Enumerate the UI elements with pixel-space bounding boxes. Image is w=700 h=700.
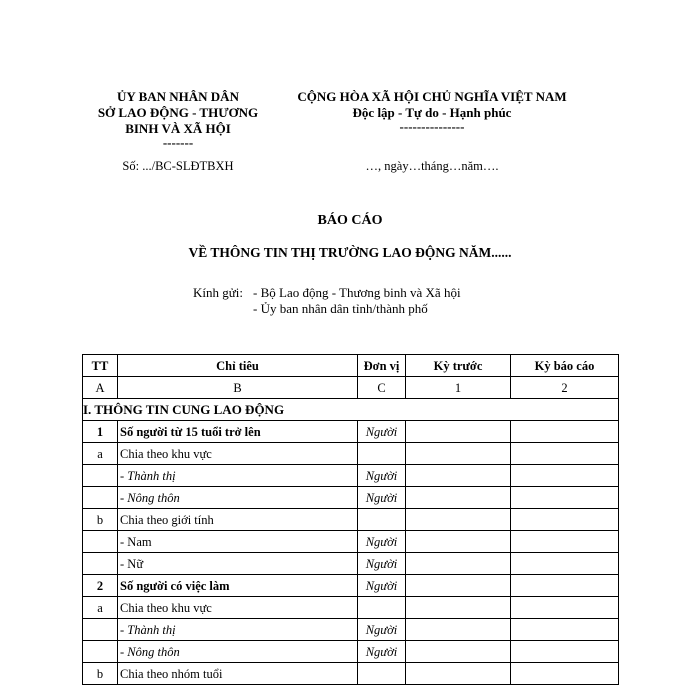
cell-unit: Người <box>358 487 406 509</box>
table-row <box>83 619 619 641</box>
cell-ky-truoc[interactable] <box>406 421 511 443</box>
national-header <box>282 89 582 133</box>
agency-header <box>88 89 268 149</box>
document-date: …, ngày…tháng…năm…. <box>365 159 499 173</box>
cell-ky-truoc[interactable] <box>406 597 511 619</box>
cell-ky-truoc[interactable] <box>406 531 511 553</box>
index-cell: B <box>118 377 358 399</box>
cell-ky-truoc[interactable] <box>406 443 511 465</box>
cell-label: - Nam <box>118 531 358 553</box>
cell-tt <box>83 531 118 553</box>
table-row <box>83 663 619 685</box>
table-row <box>83 575 619 597</box>
table-row <box>83 553 619 575</box>
national-name: CỘNG HÒA XÃ HỘI CHỦ NGHĨA VIỆT NAM <box>297 89 567 104</box>
cell-label: Chia theo khu vực <box>118 597 358 619</box>
table-row <box>83 443 619 465</box>
cell-label: Số người từ 15 tuổi trở lên <box>118 421 358 443</box>
cell-ky-bao-cao[interactable] <box>511 487 619 509</box>
cell-label: Số người có việc làm <box>118 575 358 597</box>
cell-ky-truoc[interactable] <box>406 575 511 597</box>
table-row <box>83 465 619 487</box>
cell-ky-bao-cao[interactable] <box>511 531 619 553</box>
cell-ky-truoc[interactable] <box>406 641 511 663</box>
agency-line-1: ỦY BAN NHÂN DÂN <box>117 89 239 104</box>
cell-unit: Người <box>358 553 406 575</box>
header-cell-tt: TT <box>83 355 118 377</box>
header-cell-don-vi: Đơn vị <box>358 355 406 377</box>
cell-tt: a <box>83 443 118 465</box>
table-index-row <box>83 377 619 399</box>
national-motto: Độc lập - Tự do - Hạnh phúc <box>352 105 512 120</box>
index-cell: 1 <box>406 377 511 399</box>
recipients-label: Kính gửi: <box>193 285 244 300</box>
cell-label: - Nông thôn <box>118 487 358 509</box>
header-cell-ky-bao-cao: Kỳ báo cáo <box>511 355 619 377</box>
cell-ky-truoc[interactable] <box>406 553 511 575</box>
cell-label: - Nữ <box>118 553 358 575</box>
cell-unit <box>358 597 406 619</box>
report-title: BÁO CÁO <box>317 213 383 228</box>
table-row <box>83 487 619 509</box>
cell-label: Chia theo khu vực <box>118 443 358 465</box>
table-row <box>83 421 619 443</box>
cell-tt: a <box>83 597 118 619</box>
cell-ky-bao-cao[interactable] <box>511 575 619 597</box>
cell-unit <box>358 663 406 685</box>
cell-unit: Người <box>358 619 406 641</box>
cell-tt <box>83 487 118 509</box>
cell-tt: 2 <box>83 575 118 597</box>
cell-tt: 1 <box>83 421 118 443</box>
cell-unit <box>358 509 406 531</box>
cell-ky-bao-cao[interactable] <box>511 619 619 641</box>
recipients <box>193 285 461 317</box>
index-cell: 2 <box>511 377 619 399</box>
table-row <box>83 509 619 531</box>
cell-ky-truoc[interactable] <box>406 663 511 685</box>
header-cell-chi-tieu: Chỉ tiêu <box>118 355 358 377</box>
cell-ky-bao-cao[interactable] <box>511 641 619 663</box>
table-header-row <box>83 355 619 377</box>
cell-label: Chia theo nhóm tuổi <box>118 663 358 685</box>
cell-ky-truoc[interactable] <box>406 487 511 509</box>
cell-tt <box>83 619 118 641</box>
cell-ky-truoc[interactable] <box>406 509 511 531</box>
agency-line-3: BINH VÀ XÃ HỘI <box>125 121 231 136</box>
cell-tt: b <box>83 509 118 531</box>
cell-label: Chia theo giới tính <box>118 509 358 531</box>
document-number: Số: .../BC-SLĐTBXH <box>122 159 234 173</box>
table-row <box>83 531 619 553</box>
cell-tt <box>83 641 118 663</box>
cell-tt <box>83 465 118 487</box>
index-cell: A <box>83 377 118 399</box>
cell-label: - Nông thôn <box>118 641 358 663</box>
cell-ky-bao-cao[interactable] <box>511 465 619 487</box>
agency-line-2: SỞ LAO ĐỘNG - THƯƠNG <box>97 105 259 120</box>
national-separator: --------------- <box>399 119 465 134</box>
cell-ky-bao-cao[interactable] <box>511 509 619 531</box>
index-cell: C <box>358 377 406 399</box>
section-row <box>83 399 619 421</box>
recipient-2: - Ủy ban nhân dân tỉnh/thành phố <box>253 301 428 316</box>
report-table <box>82 354 619 685</box>
cell-label: - Thành thị <box>118 465 358 487</box>
section-title: I. THÔNG TIN CUNG LAO ĐỘNG <box>83 399 619 421</box>
recipient-1: - Bộ Lao động - Thương binh và Xã hội <box>253 285 461 300</box>
cell-ky-bao-cao[interactable] <box>511 597 619 619</box>
cell-ky-truoc[interactable] <box>406 465 511 487</box>
cell-unit: Người <box>358 641 406 663</box>
cell-unit <box>358 443 406 465</box>
cell-tt <box>83 553 118 575</box>
cell-unit: Người <box>358 575 406 597</box>
report-subtitle: VỀ THÔNG TIN THỊ TRƯỜNG LAO ĐỘNG NĂM...... <box>188 245 512 260</box>
cell-ky-bao-cao[interactable] <box>511 663 619 685</box>
agency-separator: ------- <box>162 135 194 150</box>
table-row <box>83 597 619 619</box>
cell-ky-bao-cao[interactable] <box>511 443 619 465</box>
table-row <box>83 641 619 663</box>
cell-ky-bao-cao[interactable] <box>511 553 619 575</box>
cell-unit: Người <box>358 531 406 553</box>
cell-ky-bao-cao[interactable] <box>511 421 619 443</box>
cell-unit: Người <box>358 465 406 487</box>
cell-ky-truoc[interactable] <box>406 619 511 641</box>
cell-unit: Người <box>358 421 406 443</box>
header-cell-ky-truoc: Kỳ trước <box>406 355 511 377</box>
cell-tt: b <box>83 663 118 685</box>
cell-label: - Thành thị <box>118 619 358 641</box>
